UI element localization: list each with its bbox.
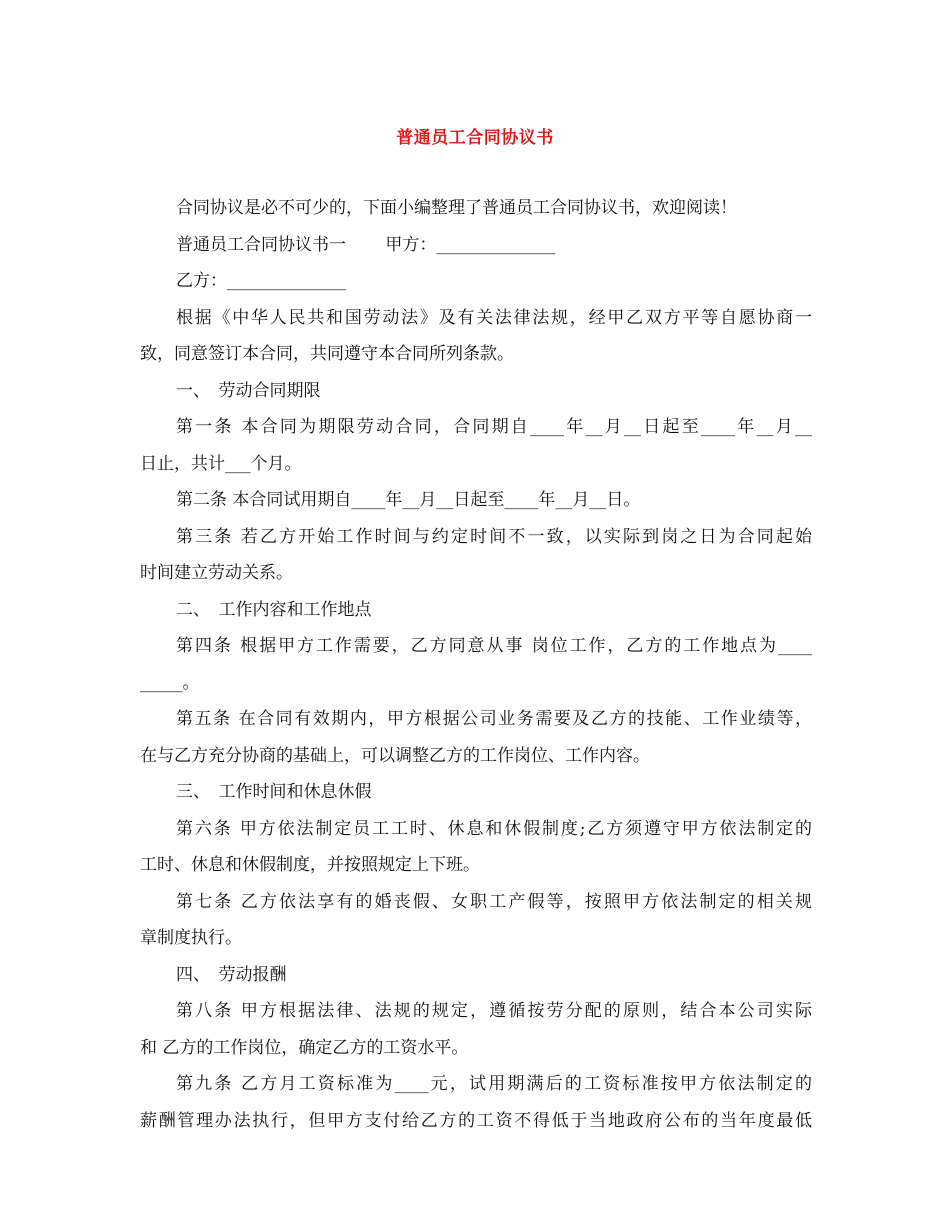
article-line: 第二条 本合同试用期自____年__月__日起至____年__月__日。 bbox=[176, 490, 641, 510]
paragraph-line: 致，同意签订本合同，共同遵守本合同所列条款。 bbox=[140, 344, 514, 364]
article-line: 第七条 乙方依法享有的婚丧假、女职工产假等，按照甲方依法制定的相关规 bbox=[176, 891, 812, 912]
article-line: 第九条 乙方月工资标准为____元，试用期满后的工资标准按甲方依法制定的 bbox=[176, 1074, 812, 1094]
document-title: 普通员工合同协议书 bbox=[396, 128, 554, 148]
party-a-line: 普通员工合同协议书一 甲方：______________ bbox=[176, 234, 556, 255]
article-line: 章制度执行。 bbox=[140, 928, 242, 948]
article-line: 时间建立劳动关系。 bbox=[140, 563, 293, 583]
section-heading: 二、 工作内容和工作地点 bbox=[176, 599, 372, 620]
paragraph-line: 根据《中华人民共和国劳动法》及有关法律法规，经甲乙双方平等自愿协商一 bbox=[176, 307, 812, 328]
article-line: 第四条 根据甲方工作需要，乙方同意从事 岗位工作，乙方的工作地点为____ bbox=[176, 636, 812, 656]
article-line: 薪酬管理办法执行，但甲方支付给乙方的工资不得低于当地政府公布的当年度最低 bbox=[140, 1110, 812, 1131]
article-line: 工时、休息和休假制度，并按照规定上下班。 bbox=[140, 855, 480, 875]
article-line: 在与乙方充分协商的基础上，可以调整乙方的工作岗位、工作内容。 bbox=[140, 745, 650, 766]
article-line: 第三条 若乙方开始工作时间与约定时间不一致，以实际到岗之日为合同起始 bbox=[176, 526, 812, 547]
article-line: 第五条 在合同有效期内，甲方根据公司业务需要及乙方的技能、工作业绩等， bbox=[176, 709, 812, 729]
article-line: 第一条 本合同为期限劳动合同，合同期自____年__月__日起至____年__月__ bbox=[176, 417, 812, 437]
section-heading: 一、 劳动合同期限 bbox=[176, 380, 321, 401]
section-heading: 三、 工作时间和休息休假 bbox=[176, 782, 372, 802]
party-b-line: 乙方：______________ bbox=[176, 271, 346, 291]
article-line: _____。 bbox=[140, 672, 200, 693]
article-line: 第六条 甲方依法制定员工工时、休息和休假制度;乙方须遵守甲方依法制定的 bbox=[176, 818, 812, 839]
section-heading: 四、 劳动报酬 bbox=[176, 964, 287, 985]
intro-line: 合同协议是必不可少的，下面小编整理了普通员工合同协议书，欢迎阅读！ bbox=[176, 198, 737, 218]
article-line: 第八条 甲方根据法律、法规的规定，遵循按劳分配的原则，结合本公司实际 bbox=[176, 1001, 812, 1021]
article-line: 日止，共计___个月。 bbox=[140, 453, 302, 474]
document-body bbox=[140, 190, 812, 1139]
article-line: 和 乙方的工作岗位，确定乙方的工资水平。 bbox=[140, 1037, 469, 1058]
